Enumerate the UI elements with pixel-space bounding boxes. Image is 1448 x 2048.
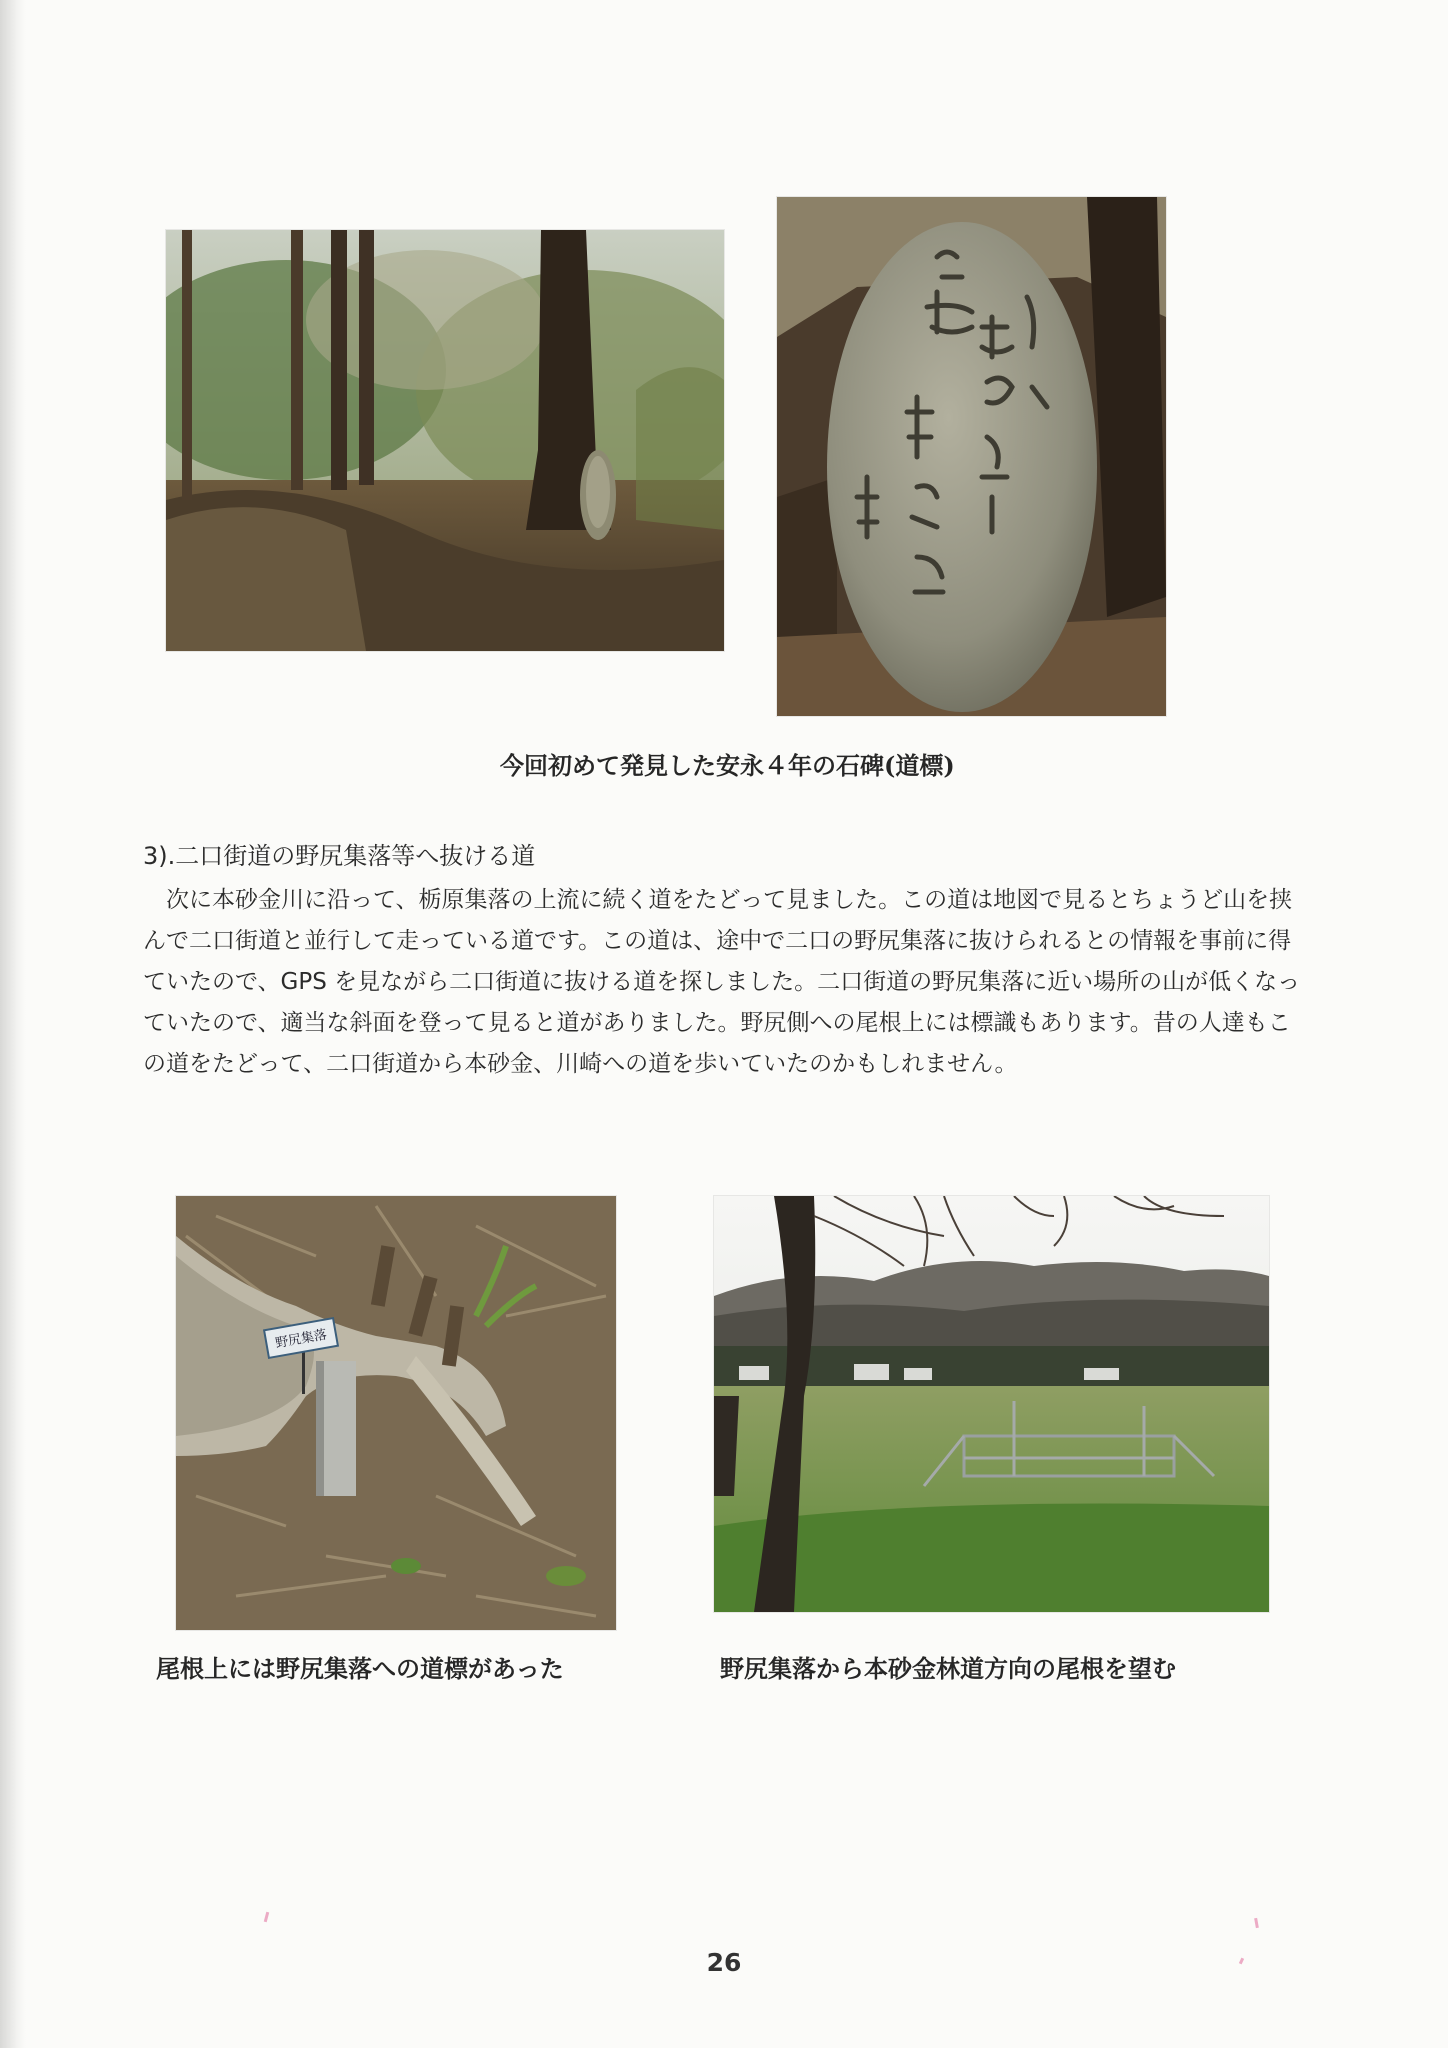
bottom-left-caption: 尾根上には野尻集落への道標があった [156, 1654, 564, 1683]
print-smudge [264, 1912, 269, 1922]
section-paragraph: 次に本砂金川に沿って、栃原集落の上流に続く道をたどって見ました。この道は地図で見るとちょうど山を挟んで二口街道と並行して走っている道です。この道は、途中で二口の野尻集落に抜けられるとの情報を事前に得ていたので、GPS を見ながら二口街道に抜ける道を探しました。二口街道の野尻集落に近い場所の山が低くなっていたので、適当な斜面を登って見ると道がありました。野尻側への尾根上には標識もあります。昔の人達もこの道をたどって、二口街道から本砂金、川崎への道を歩いていたのかもしれません。 [143, 887, 1301, 1077]
forest-path-photo [166, 230, 724, 651]
print-smudge [1254, 1918, 1259, 1928]
stone-marker-photo [777, 197, 1166, 716]
valley-view-photo [714, 1196, 1269, 1612]
section-heading: 3).二口街道の野尻集落等へ抜ける道 [143, 842, 536, 870]
top-photo-caption: 今回初めて発見した安永４年の石碑(道標) [500, 751, 955, 780]
page-binding-edge [0, 0, 26, 2048]
ridge-marker-photo [176, 1196, 616, 1630]
bottom-right-caption: 野尻集落から本砂金林道方向の尾根を望む [720, 1654, 1176, 1683]
page-number: 26 [706, 1948, 742, 1977]
marker-sign-text: 野尻集落 [274, 1327, 329, 1352]
